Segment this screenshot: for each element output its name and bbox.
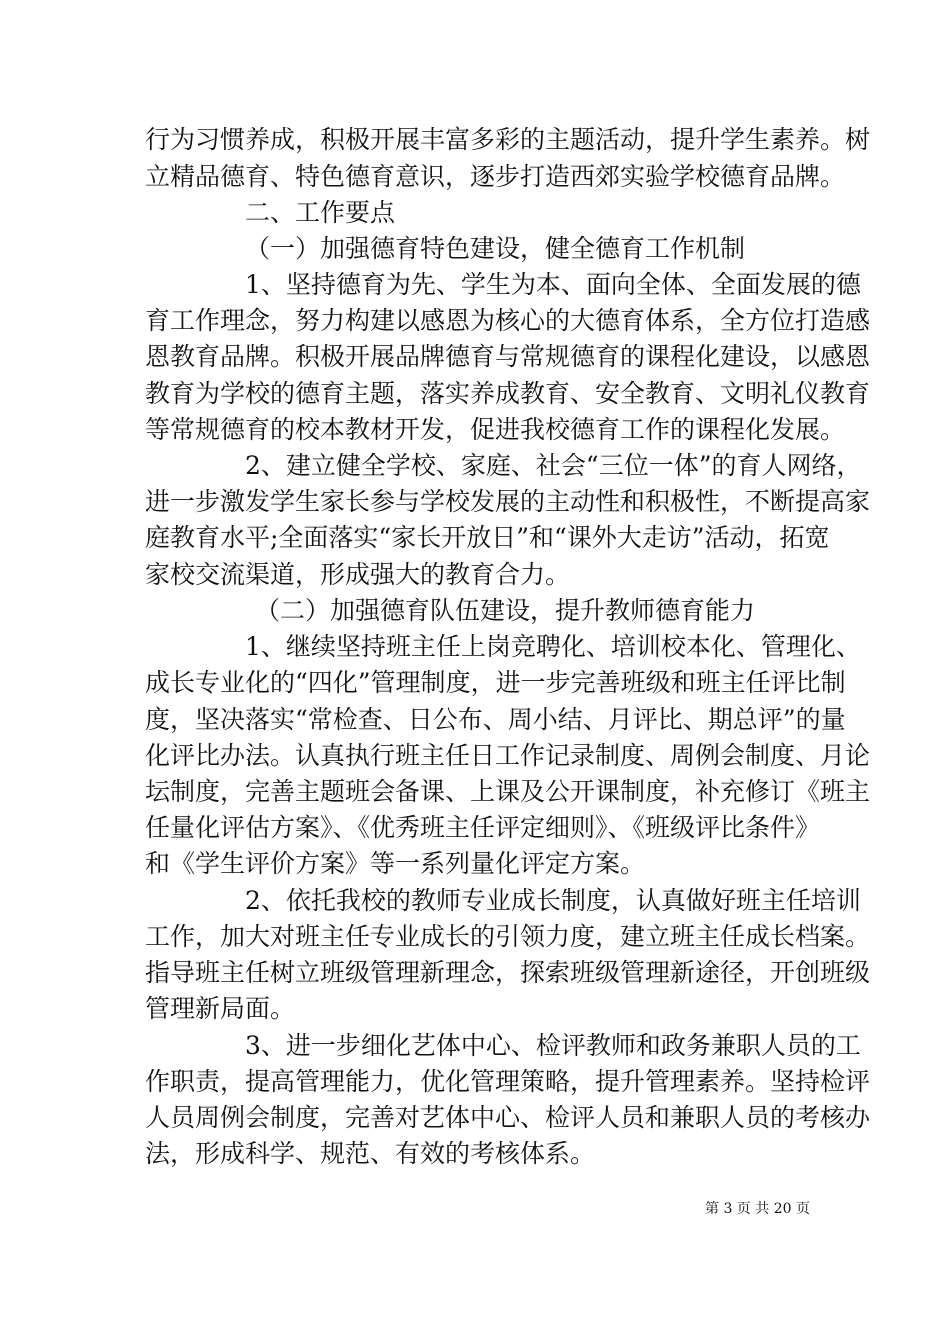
body-text-line: 管理新局面。 [145, 994, 296, 1023]
body-text-line: 成长专业化的“四化”管理制度，进一步完善班级和班主任评比制 [145, 668, 846, 697]
body-text-line: 作职责，提高管理能力，优化管理策略，提升管理素养。坚持检评 [145, 1067, 871, 1096]
body-text-line: 1、继续坚持班主任上岗竞聘化、培训校本化、管理化、 [245, 632, 861, 661]
body-text-line: 度，坚决落实“常检查、日公布、周小结、月评比、期总评”的量 [145, 705, 846, 734]
section-heading: 二、工作要点 [245, 198, 396, 227]
body-text-line: 立精品德育、特色德育意识，逐步打造西郊实验学校德育品牌。 [145, 162, 846, 191]
body-text-line: 1、坚持德育为先、学生为本、面向全体、全面发展的德 [245, 270, 861, 299]
subsection-heading: （一）加强德育特色建设，健全德育工作机制 [245, 234, 746, 263]
body-text-line: 2、建立健全学校、家庭、社会“三位一体”的育人网络， [245, 451, 862, 480]
body-text-line: 3、进一步细化艺体中心、检评教师和政务兼职人员的工 [245, 1031, 861, 1060]
body-text-line: 和《学生评价方案》等一系列量化评定方案。 [145, 849, 646, 878]
body-text-line: 家校交流渠道，形成强大的教育合力。 [145, 560, 571, 589]
body-text-line: 2、依托我校的教师专业成长制度，认真做好班主任培训 [245, 886, 861, 915]
body-text-line: 任量化评估方案》、《优秀班主任评定细则》、《班级评比条件》 [145, 813, 821, 842]
body-text-line: 坛制度，完善主题班会备课、上课及公开课制度，补充修订《班主 [145, 777, 871, 806]
body-text-line: 指导班主任树立班级管理新理念，探索班级管理新途径，开创班级 [145, 958, 871, 987]
body-text-line: 法，形成科学、规范、有效的考核体系。 [145, 1139, 596, 1168]
body-text-line: 化评比办法。认真执行班主任日工作记录制度、周例会制度、月论 [145, 741, 871, 770]
body-text-line: 等常规德育的校本教材开发，促进我校德育工作的课程化发展。 [145, 415, 846, 444]
body-text-line: 人员周例会制度，完善对艺体中心、检评人员和兼职人员的考核办 [145, 1103, 871, 1132]
body-text-line: 工作，加大对班主任专业成长的引领力度，建立班主任成长档案。 [145, 922, 871, 951]
body-text-line: 进一步激发学生家长参与学校发展的主动性和积极性，不断提高家 [145, 487, 871, 516]
body-text-line: 行为习惯养成，积极开展丰富多彩的主题活动，提升学生素养。树 [145, 125, 871, 154]
body-text-line: 教育为学校的德育主题，落实养成教育、安全教育、文明礼仪教育 [145, 379, 871, 408]
subsection-heading: （二）加强德育队伍建设，提升教师德育能力 [255, 596, 756, 625]
body-text-line: 恩教育品牌。积极开展品牌德育与常规德育的课程化建设，以感恩 [145, 342, 871, 371]
body-text-line: 庭教育水平;全面落实“家长开放日”和“课外大走访”活动，拓宽 [145, 523, 830, 552]
body-text-line: 育工作理念，努力构建以感恩为核心的大德育体系，全方位打造感 [145, 306, 871, 335]
page-number-footer: 第 3 页 共 20 页 [705, 1201, 810, 1217]
